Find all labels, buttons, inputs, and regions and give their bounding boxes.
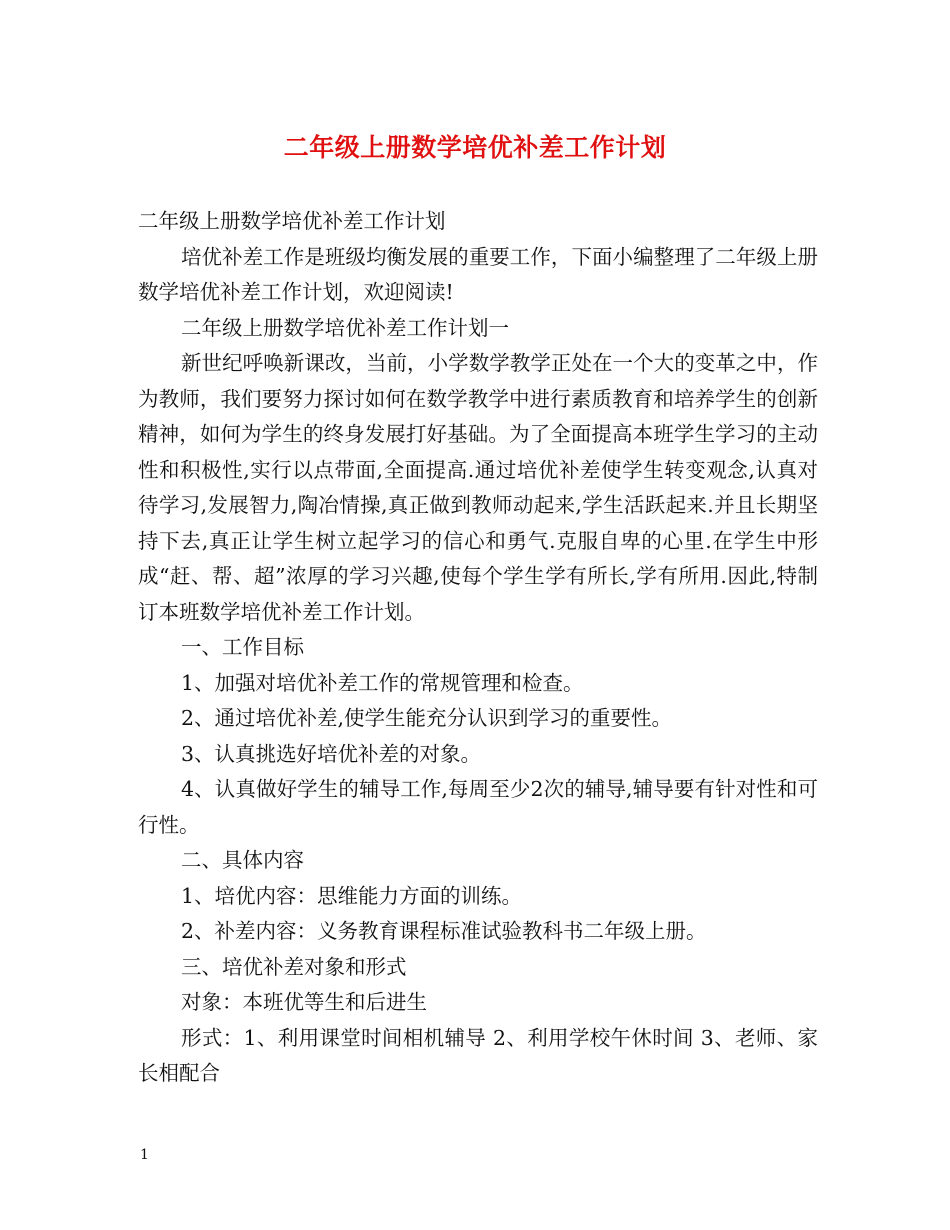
heading-content: 二、具体内容 bbox=[181, 848, 304, 872]
list-item: 3、认真挑选好培优补差的对象。 bbox=[181, 741, 482, 766]
document-title: 二年级上册数学培优补差工作计划 bbox=[283, 133, 667, 162]
list-item: 4、认真做好学生的辅导工作,每周至少2次的辅导,辅导要有针对性和可行性。 bbox=[138, 777, 818, 837]
heading-targets: 三、培优补差对象和形式 bbox=[181, 954, 407, 979]
heading-goals: 一、工作目标 bbox=[181, 635, 304, 659]
paragraph-subtitle: 二年级上册数学培优补差工作计划 bbox=[138, 209, 446, 233]
list-item: 2、通过培优补差,使学生能充分认识到学习的重要性。 bbox=[181, 706, 673, 730]
list-item: 2、补差内容：义务教育课程标准试验教科书二年级上册。 bbox=[181, 919, 707, 943]
paragraph-intro: 培优补差工作是班级均衡发展的重要工作，下面小编整理了二年级上册数学培优补差工作计划，欢迎阅读! bbox=[138, 244, 818, 304]
list-item: 1、加强对培优补差工作的常规管理和检查。 bbox=[181, 670, 584, 695]
list-item: 1、培优内容：思维能力方面的训练。 bbox=[181, 883, 523, 908]
paragraph-forms: 形式：1、利用课堂时间相机辅导 2、利用学校午休时间 3、老师、家长相配合 bbox=[138, 1025, 818, 1085]
document-body bbox=[138, 204, 818, 1092]
paragraph-targets: 对象：本班优等生和后进生 bbox=[181, 990, 427, 1014]
paragraph-section-heading: 二年级上册数学培优补差工作计划一 bbox=[181, 315, 509, 340]
page-number: 1 bbox=[140, 1147, 149, 1163]
paragraph-main: 新世纪呼唤新课改，当前，小学数学教学正处在一个大的变革之中，作为教师，我们要努力探讨如何在数学教学中进行素质教育和培养学生的创新精神，如何为学生的终身发展打好基础。为了全面提高本班学生学习的主动性和积极性,实行以点带面,全面提高.通过培优补差使学生转变观念,认真对待学习,发展智力,陶冶情操,真正做到教师动起来,学生活跃起来.并且长期坚持下去,真正让学生树立起学习的信心和勇气.克服自卑的心里.在学生中形成“赶、帮、超”浓厚的学习兴趣,使每个学生学有所长,学有所用.因此,特制订本班数学培优补差工作计划。 bbox=[138, 351, 818, 624]
